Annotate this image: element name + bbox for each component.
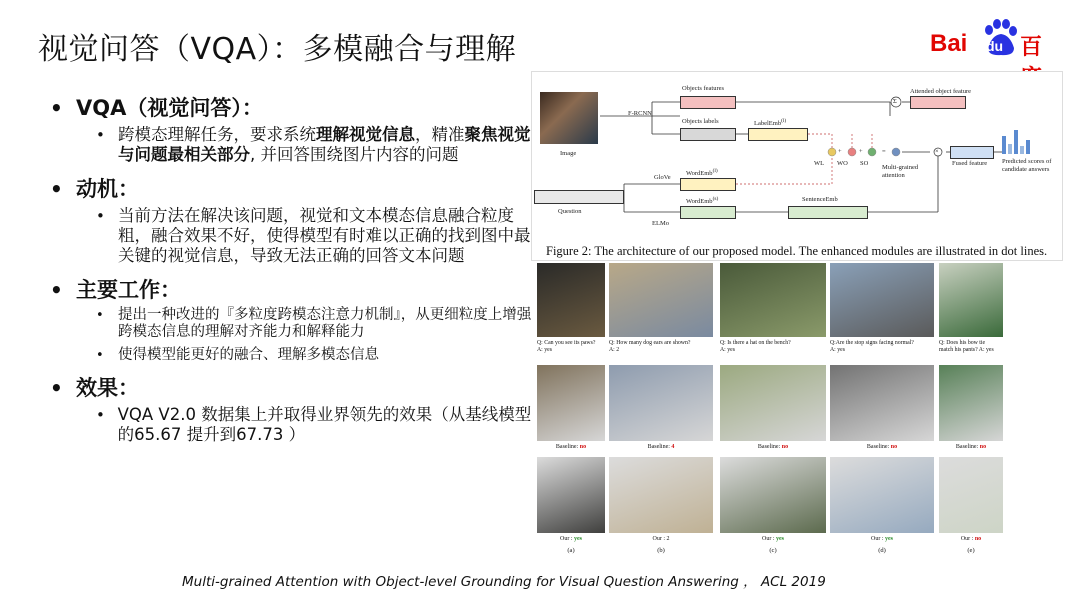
example-ours-attention <box>609 457 713 533</box>
section-heading-result: • 效果： <box>50 376 139 400</box>
question-label: Question <box>558 208 582 215</box>
sentence-emb-box <box>788 206 868 219</box>
logo-text-cn: 百 <box>1020 35 1043 60</box>
example-ours-attention <box>830 457 934 533</box>
objects-labels-box <box>680 128 736 141</box>
example-sublabel: (a) <box>567 547 575 554</box>
baseline-result: Baseline: 4 <box>647 444 675 450</box>
example-original-image <box>720 263 826 337</box>
example-sublabel: (e) <box>967 547 975 554</box>
ours-result: Our : yes <box>871 536 893 542</box>
example-baseline-attention <box>939 365 1003 441</box>
section-item: • 提出一种改进的『多粒度跨模态注意力机制』，从更细粒度上增强跨模态信息的理解对齐能力和解释能力 <box>96 307 532 340</box>
label-emb-box <box>748 128 808 141</box>
word-emb-l-label: WordEmb$^{(l)}$ <box>686 168 718 178</box>
example-baseline-attention <box>830 365 934 441</box>
section-item: • 跨模态理解任务，要求系统理解视觉信息，精准聚焦视觉与问题最相关部分, 并回答围绕图片内容的问题 <box>96 125 531 164</box>
objects-labels-label: Objects labels <box>682 118 719 125</box>
example-sublabel: (b) <box>657 547 665 554</box>
baseline-result: Baseline: no <box>955 444 987 450</box>
example-question: Q: Is there a hat on the bench? <box>720 340 791 346</box>
example-original-image <box>537 263 605 337</box>
paper-citation: Multi-grained Attention with Object-level Grounding for Visual Question Answering ， ACL 2019 <box>182 574 826 590</box>
ours-result: Our : yes <box>560 536 582 542</box>
multi-grained-label: Multi-grained <box>882 164 919 171</box>
baidu-logo <box>930 18 1060 62</box>
example-ours-attention <box>720 457 826 533</box>
image-label: Image <box>560 150 577 157</box>
example-answer: A: yes <box>830 347 845 353</box>
elmo-label: ELMo <box>652 220 669 227</box>
example-ours-attention <box>537 457 605 533</box>
predicted-label: Predicted scores of <box>1002 158 1052 165</box>
ours-result: Our : no <box>960 536 982 542</box>
times-label: × <box>935 148 939 155</box>
question-box <box>534 190 624 204</box>
word-emb-s-label: WordEmb$^{(s)}$ <box>686 196 719 206</box>
sentence-emb-label: SentenceEmb <box>802 196 838 203</box>
example-original-image <box>830 263 934 337</box>
examples-grid <box>537 261 1009 559</box>
example-baseline-attention <box>537 365 605 441</box>
candidate-label: candidate answers <box>1002 166 1050 173</box>
wo-label: WO <box>837 160 848 167</box>
word-emb-l-box <box>680 178 736 191</box>
example-answer: A: yes <box>537 347 552 353</box>
equals-label: = <box>882 148 886 155</box>
wl-label: WL <box>814 160 825 167</box>
example-question: Q: How many dog ears are shown? <box>609 340 691 346</box>
example-question: Q: Does his bow tie <box>939 340 986 346</box>
example-answer: A: yes <box>720 347 735 353</box>
attended-feature-box <box>910 96 966 109</box>
ours-result: Our : yes <box>762 536 784 542</box>
objects-features-label: Objects features <box>682 85 725 92</box>
so-label: SO <box>860 160 869 167</box>
attention-label: attention <box>882 172 905 179</box>
baseline-result: Baseline: no <box>757 444 789 450</box>
plus-label: + <box>838 148 842 155</box>
plus-label: + <box>859 148 863 155</box>
example-baseline-attention <box>609 365 713 441</box>
example-question: Q: Can you see its paws? <box>537 340 596 346</box>
bullet-list <box>50 84 540 445</box>
section-item: • 当前方法在解决该问题，视觉和文本模态信息融合粒度粗，融合效果不好，使得模型有时难以正确的找到图中最关键的视觉信息，导致无法正确的回答文本问题 <box>96 206 531 265</box>
section-item: • VQA V2.0 数据集上并取得业界领先的效果（从基线模型的65.67 提升到67.73 ） <box>96 405 532 444</box>
architecture-figure <box>531 71 1063 261</box>
glove-label: GloVe <box>654 174 671 181</box>
slide-title: 视觉问答（VQA）：多模融合与理解 <box>38 32 517 67</box>
baseline-result: Baseline: no <box>555 444 587 450</box>
section-heading-motivation: • 动机： <box>50 177 139 201</box>
fused-feature-label: Fused feature <box>952 160 988 167</box>
section-heading-vqa: • VQA（视觉问答）： <box>50 96 263 120</box>
logo-text-du: du <box>986 38 1004 54</box>
objects-features-box <box>680 96 736 109</box>
figure-caption: Figure 2: The architecture of our proposed model. The enhanced modules are illustrated in dot lines. <box>546 244 1048 258</box>
frcnn-label: F-RCNN <box>628 110 652 117</box>
fused-feature-box <box>950 146 994 159</box>
word-emb-s-box <box>680 206 736 219</box>
example-answer: match his pants? A: yes <box>939 347 994 353</box>
logo-text-bai: Bai <box>930 30 968 57</box>
example-original-image <box>939 263 1003 337</box>
example-ours-attention <box>939 457 1003 533</box>
example-answer: A: 2 <box>609 347 620 353</box>
ours-result: Our : 2 <box>652 536 670 542</box>
section-heading-work: • 主要工作： <box>50 278 181 302</box>
baseline-result: Baseline: no <box>866 444 898 450</box>
sigma-label: Σ <box>893 98 897 105</box>
example-question: Q:Are the stop signs facing normal? <box>830 340 914 346</box>
example-sublabel: (c) <box>769 547 777 554</box>
example-baseline-attention <box>720 365 826 441</box>
example-original-image <box>609 263 713 337</box>
attended-feature-label: Attended object feature <box>910 88 971 95</box>
section-item: • 使得模型能更好的融合、理解多模态信息 <box>96 347 379 363</box>
label-emb-label: LabelEmb$^{(l)}$ <box>754 118 787 128</box>
example-sublabel: (d) <box>878 547 886 554</box>
